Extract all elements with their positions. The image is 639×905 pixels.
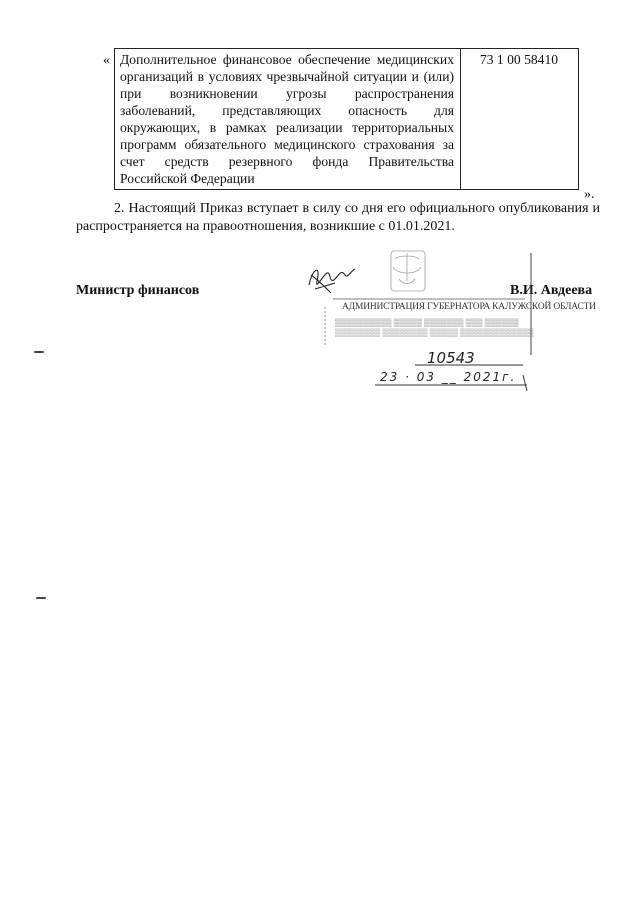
close-quote: ». [584, 187, 595, 202]
open-quote: « [103, 53, 110, 68]
handwritten-signature [309, 269, 355, 293]
stamp-faint-line-2: ▒▒▒▒▒▒▒▒ ▒▒▒▒▒▒▒▒ ▒▒▒▒▒ ▒▒▒▒▒▒▒▒▒▒▒▒▒ [335, 328, 534, 337]
budget-code-table [114, 48, 579, 190]
expense-description-cell: Дополнительное финансовое обеспечение медицинских организаций в условиях чрезвычайной ситуации и (или) при возникновении угрозы распространения заболеваний, представляющих опасность для окружающих, в рамках реализации территориальных программ обязательного медицинского страхования за счет средств резервного фонда Правительства Российской Федерации [115, 49, 461, 190]
stamp-registration-number: 10543 [427, 349, 475, 367]
scan-margin-mark [36, 597, 46, 599]
stamp-faint-line-1: ▒▒▒▒▒▒▒▒▒▒ ▒▒▒▒▒ ▒▒▒▒▒▒▒ ▒▒▒ ▒▒▒▒▒▒ [335, 318, 519, 327]
stamp-date: 23 · 03 __ 2021г. [380, 370, 517, 384]
scan-margin-mark [34, 351, 44, 353]
signatory-position: Министр финансов [76, 283, 200, 298]
emblem-seal [391, 251, 425, 291]
table-row [115, 49, 579, 190]
signatory-name: В.И. Авдеева [510, 283, 593, 298]
budget-code-cell: 73 1 00 58410 [461, 49, 579, 190]
paragraph-effective-date: 2. Настоящий Приказ вступает в силу со дня его официального опубликования и распространяется на правоотношения, возникшие с 01.01.2021. [76, 201, 600, 234]
stamp-organization: АДМИНИСТРАЦИЯ ГУБЕРНАТОРА КАЛУЖСКОЙ ОБЛАСТИ [342, 302, 596, 312]
